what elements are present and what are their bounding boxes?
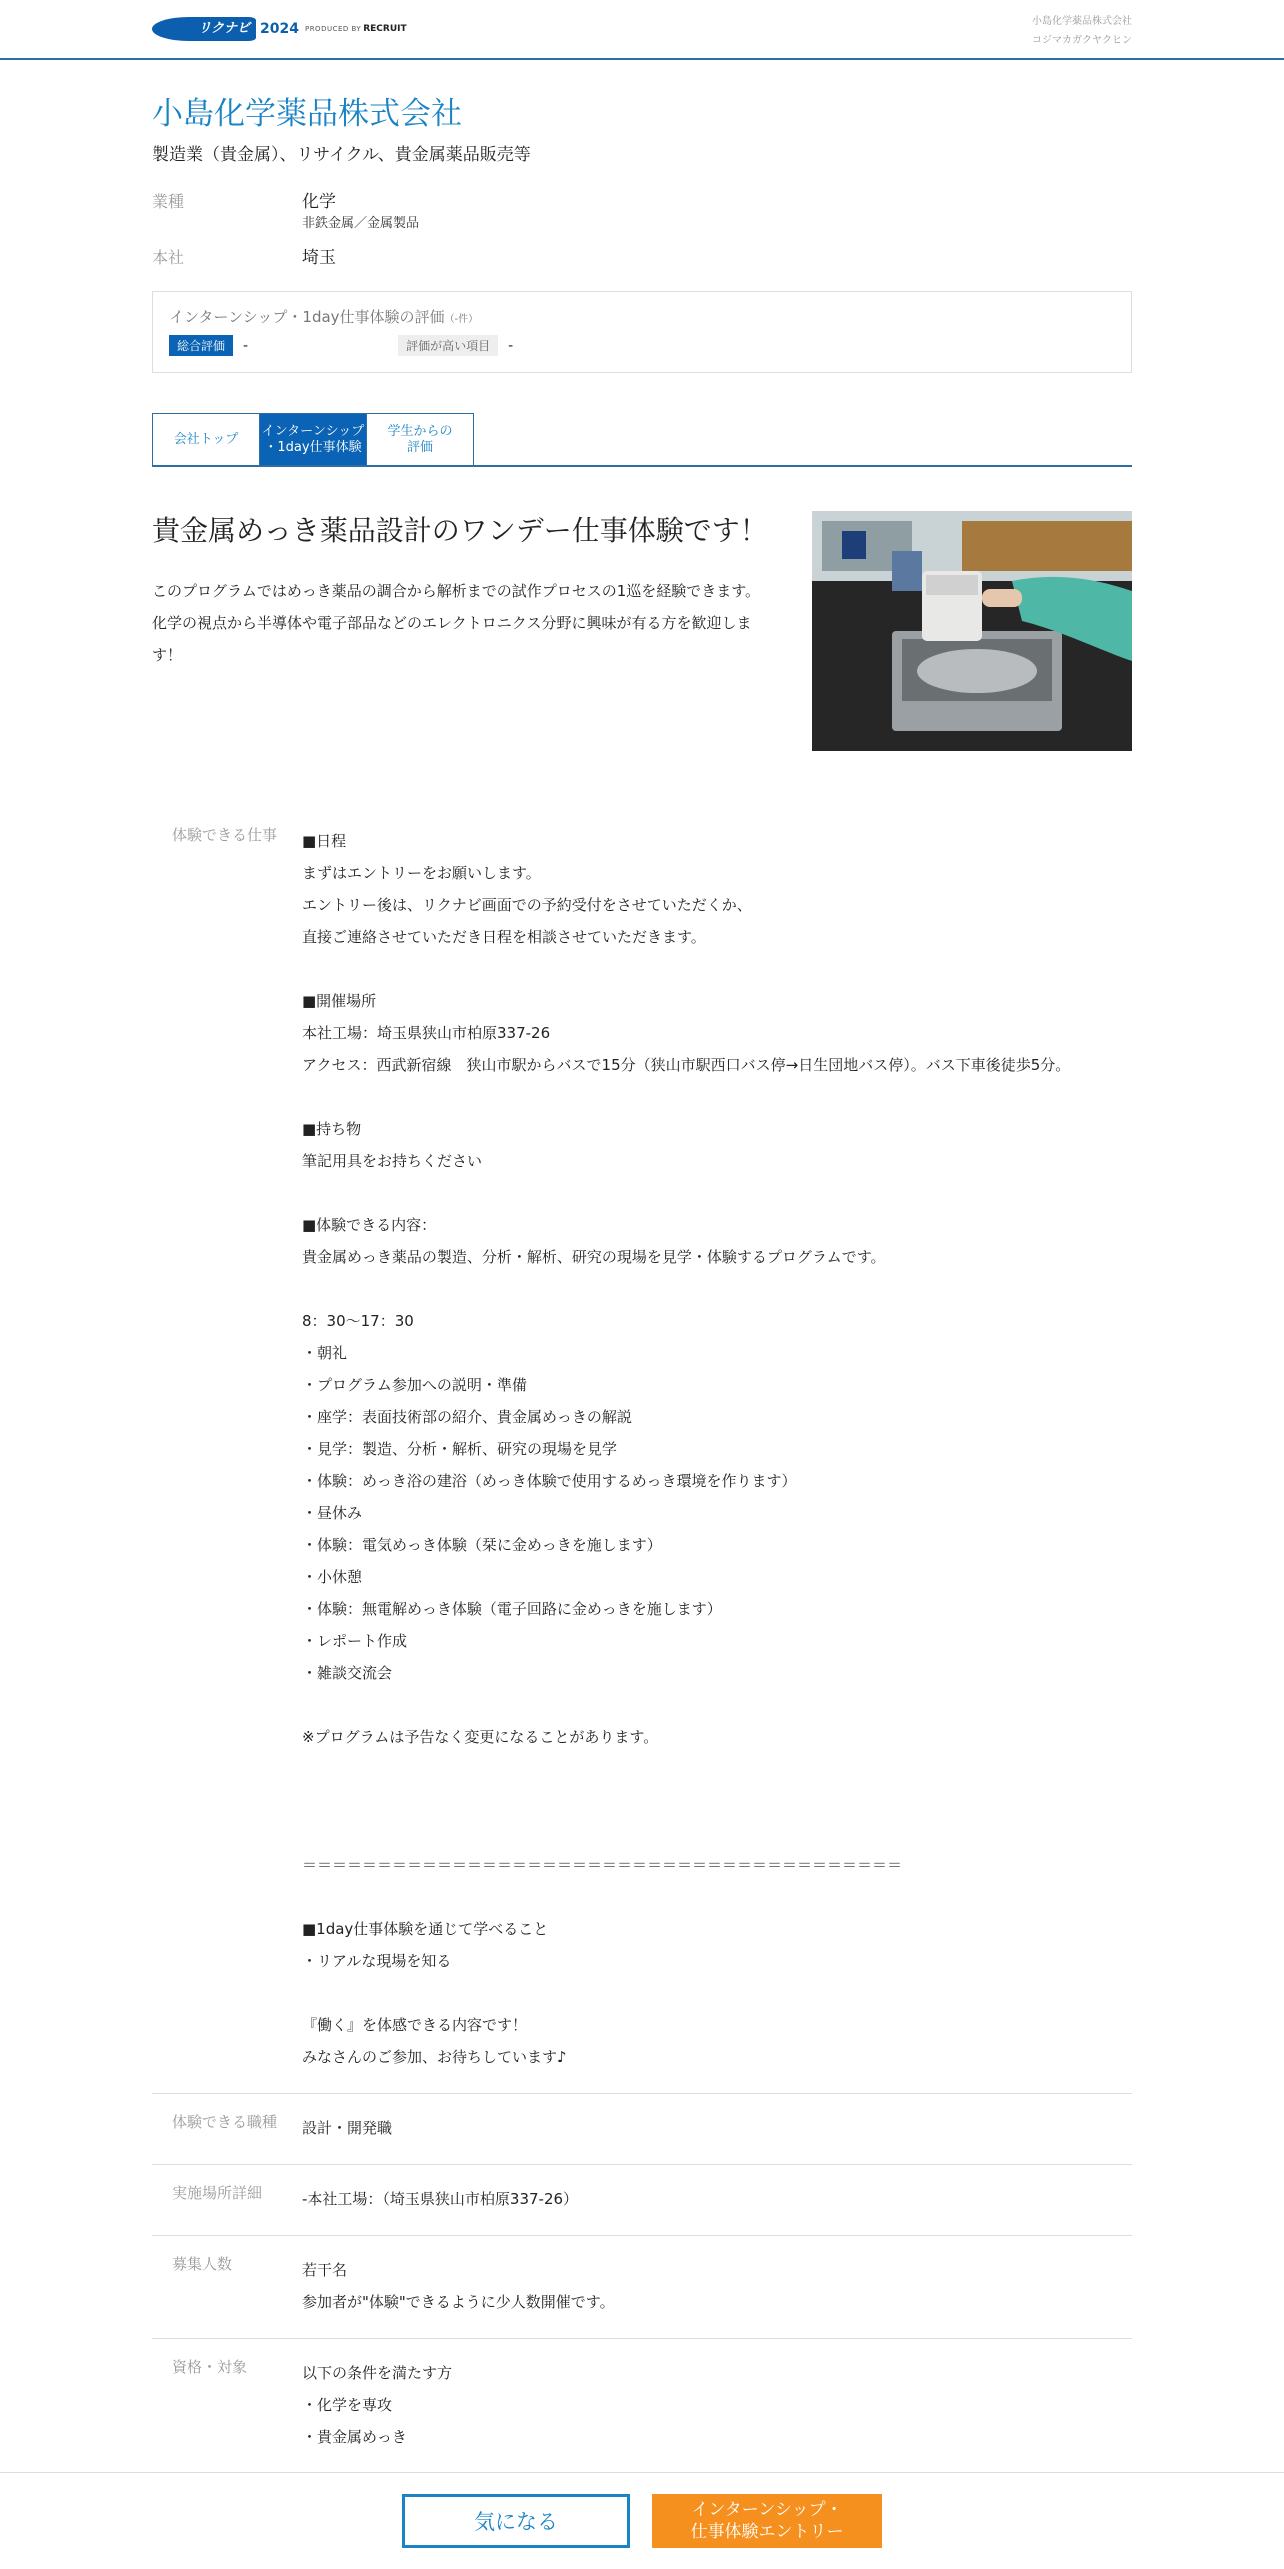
detail-row-place	[152, 2165, 1132, 2236]
detail-row-job	[152, 2094, 1132, 2165]
detail-label-content: 体験できる仕事	[172, 826, 278, 844]
header-company	[1032, 12, 1132, 50]
tab-company-top[interactable]	[152, 413, 260, 465]
industry-sub: 非鉄金属／金属製品	[302, 216, 420, 231]
rikunabi-logo[interactable]	[152, 17, 407, 41]
program-title: 貴金属めっき薬品設計のワンデー仕事体験です！	[152, 514, 768, 547]
company-business: 製造業（貴金属）、リサイクル、貴金属薬品販売等	[152, 145, 531, 165]
detail-value-qualification: 以下の条件を満たす方 ・化学を専攻 ・貴金属めっき	[302, 2364, 453, 2446]
main-content	[152, 58, 1132, 2474]
program-photo	[812, 511, 1132, 751]
detail-label-job: 体験できる職種	[172, 2113, 278, 2131]
tab-student-reviews[interactable]	[366, 413, 474, 465]
high-rating-badge: 評価が高い項目	[398, 335, 498, 356]
detail-row-content	[152, 815, 1132, 2094]
detail-label-capacity: 募集人数	[172, 2255, 233, 2273]
site-header	[0, 0, 1284, 60]
logo-year: 2024	[260, 21, 299, 37]
industry-main: 化学	[302, 192, 336, 212]
hq-value: 埼玉	[302, 248, 336, 268]
detail-value-place: -本社工場：（埼玉県狭山市柏原337-26）	[302, 2190, 579, 2208]
rating-title-text: インターンシップ・1day仕事体験の評価	[169, 308, 445, 326]
tab-student-reviews-label: 学生からの 評価	[387, 423, 453, 455]
tab-bar	[152, 413, 1132, 467]
detail-value-content: ■日程 まずはエントリーをお願いします。 エントリー後は、リクナビ画面での予約受付をさせていただくか、 直接ご連絡させていただき日程を相談させていただきます。 ■開催場所 本社工場：埼玉県狭山市柏原337-26 アクセス：西武新宿線 狭山市駅からバスで15分（狭山市駅西口バス停→日生団地バス停）。バス下車後徒歩5分。 ■持ち物 筆記用具をお持ちください ■体験できる内容： 貴金属めっき薬品の製造、分析・解析、研究の現場を見学・体験するプログラムです。 8：30～17：30 ・朝礼 ・プログラム参加への説明・準備 ・座学：表面技術部の紹介、貴金属めっきの解説 ・見学：製造、分析・解析、研究の現場を見学 ・体験：めっき浴の建浴（めっき体験で使用するめっき環境を作ります） ・昼休み ・体験：電気めっき体験（栞に金めっきを施します） ・小休憩 ・体験：無電解めっき体験（電子回路に金めっきを施します） ・レポート作成 ・雑談交流会 ※プログラムは予告なく変更になることがあります。 ＝＝＝＝＝＝＝＝＝＝＝＝＝＝＝＝＝＝＝＝＝＝＝＝＝＝＝＝＝＝＝＝＝＝＝＝＝＝＝＝ ■1day仕事体験を通じて学べること ・リアルな現場を知る 『働く』を体感できる内容です！ みなさんのご参加、お待ちしています♪	[302, 832, 1071, 2066]
program-hero	[152, 511, 1132, 751]
tab-company-top-label: 会社トップ	[173, 431, 239, 447]
overall-rating-value: -	[243, 337, 249, 354]
industry-row	[152, 189, 1132, 233]
rikunabi-logo-mark: リクナビ	[152, 17, 256, 41]
rating-count: （-件）	[444, 314, 479, 325]
hq-label: 本社	[152, 248, 185, 267]
tab-internship[interactable]	[259, 413, 367, 465]
entry-button-label: インターンシップ・ 仕事体験エントリー	[690, 2500, 844, 2542]
detail-value-capacity: 若干名 参加者が"体験"できるように少人数開催です。	[302, 2261, 615, 2311]
company-name: 小島化学薬品株式会社	[152, 96, 462, 132]
program-description: このプログラムではめっき薬品の調合から解析までの試作プロセスの1巡を経験できます。化学の視点から半導体や電子部品などのエレクトロニクス分野に興味が有る方を歓迎します！	[152, 582, 761, 664]
industry-label: 業種	[152, 192, 185, 211]
favorite-button-label: 気になる	[474, 2510, 558, 2534]
tab-internship-label: インターンシップ ・1day仕事体験	[261, 423, 365, 455]
hq-row	[152, 245, 1132, 271]
high-rating-value: -	[508, 337, 514, 354]
overall-rating-badge: 総合評価	[169, 335, 233, 356]
entry-button[interactable]	[652, 2494, 882, 2548]
lab-photo-illustration	[812, 511, 1132, 751]
company-info	[152, 189, 1132, 271]
recruit-logo: RECRUIT	[363, 24, 407, 34]
rating-title	[169, 306, 1115, 327]
rating-box	[152, 291, 1132, 373]
detail-label-place: 実施場所詳細	[172, 2184, 263, 2202]
detail-label-qualification: 資格・対象	[172, 2358, 248, 2376]
favorite-button[interactable]	[402, 2494, 630, 2548]
produced-by-label: PRODUCED BY	[304, 25, 362, 33]
detail-row-qualification	[152, 2339, 1132, 2474]
detail-value-job: 設計・開発職	[302, 2119, 393, 2137]
header-company-kana: コジマカガクヤクヒン	[1032, 35, 1132, 46]
bottom-action-bar	[0, 2472, 1284, 2569]
header-company-name: 小島化学薬品株式会社	[1032, 16, 1132, 27]
program-details	[152, 815, 1132, 2474]
detail-row-capacity	[152, 2236, 1132, 2339]
rating-line	[169, 335, 1115, 356]
